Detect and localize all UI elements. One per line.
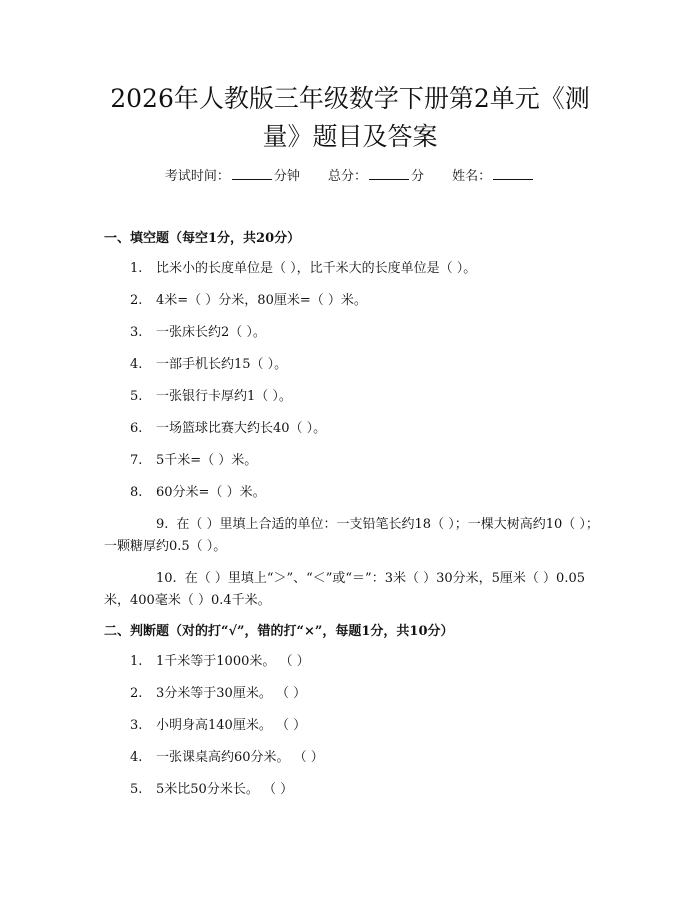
- question-number: 1.: [130, 654, 143, 669]
- question-item: [104, 514, 604, 558]
- question-number: 9.: [156, 517, 169, 532]
- question-item: [104, 354, 604, 376]
- question-number: 3.: [130, 325, 143, 340]
- question-number: 8.: [130, 485, 143, 500]
- question-text: 一张课桌高约60分米。 （ ）: [156, 750, 324, 765]
- question-number: 6.: [130, 421, 143, 436]
- section-title-fill-blank: 一、填空题（每空1分，共20分）: [104, 231, 301, 246]
- question-item: [104, 258, 604, 280]
- question-number: 10.: [156, 571, 177, 586]
- question-item: [104, 482, 604, 504]
- question-text: 在（ ）里填上“＞”、“＜”或“＝”：3米（ ）30分米，5厘米（ ）0.05米，400毫米（ ）0.4千米。: [104, 571, 585, 608]
- question-number: 7.: [130, 453, 143, 468]
- title-line-1: 2026年人教版三年级数学下册第2单元《测: [110, 84, 590, 113]
- question-text: 60分米=（ ）米。: [156, 485, 266, 500]
- question-text: 一张床长约2（ ）。: [156, 325, 266, 340]
- question-item: [104, 450, 604, 472]
- question-text: 5千米=（ ）米。: [156, 453, 258, 468]
- time-blank: [232, 167, 272, 180]
- name-label: 姓名：: [452, 169, 492, 184]
- question-text: 3分米等于30厘米。 （ ）: [156, 686, 307, 701]
- time-label: 考试时间：: [164, 169, 230, 184]
- question-text: 比米小的长度单位是（ ），比千米大的长度单位是（ ）。: [156, 261, 477, 276]
- question-item: [104, 747, 604, 769]
- question-text: 一场篮球比赛大约长40（ ）。: [156, 421, 327, 436]
- question-text: 在（ ）里填上合适的单位：一支铅笔长约18（ ）；一棵大树高约10（ ）；一颗糖厚约0.5（ ）。: [104, 517, 599, 554]
- title-line-2: 量》题目及答案: [262, 122, 438, 151]
- question-number: 3.: [130, 718, 143, 733]
- question-number: 4.: [130, 357, 143, 372]
- question-number: 5.: [130, 389, 143, 404]
- question-text: 一部手机长约15（ ）。: [156, 357, 288, 372]
- question-number: 2.: [130, 293, 143, 308]
- question-text: 1千米等于1000米。 （ ）: [156, 654, 310, 669]
- question-item: [104, 568, 604, 612]
- total-score-field: [328, 169, 428, 184]
- name-field: [452, 169, 535, 184]
- question-item: [104, 418, 604, 440]
- time-unit: 分钟: [273, 169, 300, 184]
- score-label: 总分：: [327, 169, 367, 184]
- question-item: [104, 683, 604, 705]
- page-title: [90, 80, 610, 156]
- name-blank: [493, 167, 533, 180]
- question-item: [104, 290, 604, 312]
- question-text: 4米=（ ）分米，80厘米=（ ）米。: [156, 293, 367, 308]
- question-text: 小明身高140厘米。 （ ）: [156, 718, 307, 733]
- question-number: 2.: [130, 686, 143, 701]
- exam-time-field: [165, 169, 304, 184]
- score-unit: 分: [411, 169, 425, 184]
- question-text: 一张银行卡厚约1（ ）。: [156, 389, 292, 404]
- question-item: [104, 779, 604, 801]
- question-number: 5.: [130, 782, 143, 797]
- question-text: 5米比50分米长。 （ ）: [156, 782, 294, 797]
- section-title-true-false: 二、判断题（对的打“√”，错的打“×”，每题1分，共10分）: [104, 624, 454, 639]
- score-blank: [369, 167, 409, 180]
- question-number: 4.: [130, 750, 143, 765]
- exam-meta: [0, 167, 700, 187]
- question-item: [104, 386, 604, 408]
- question-item: [104, 715, 604, 737]
- question-number: 1.: [130, 261, 143, 276]
- question-item: [104, 322, 604, 344]
- question-item: [104, 651, 604, 673]
